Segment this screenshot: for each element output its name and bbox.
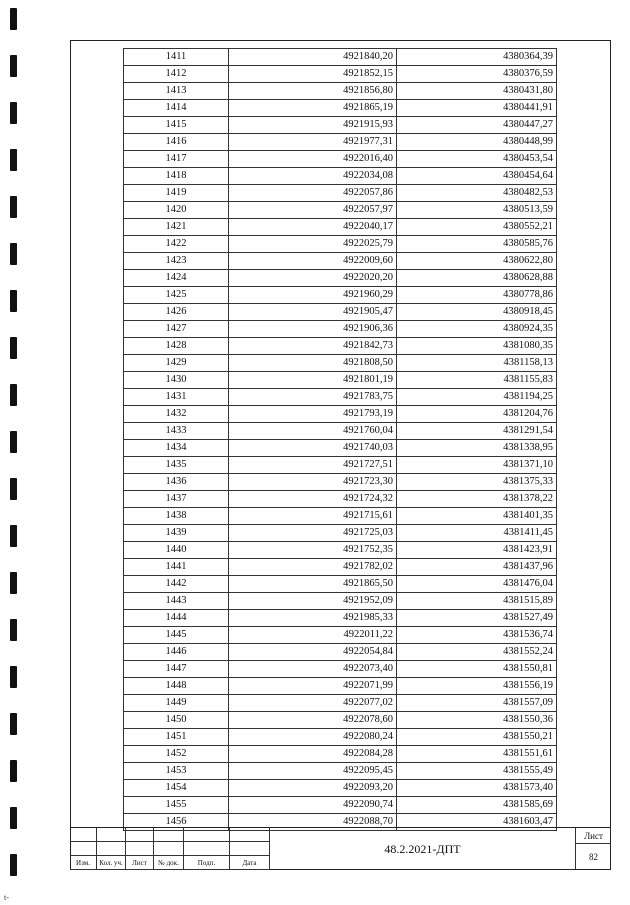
title-block-cell (70, 842, 97, 856)
coord-x: 4922057,86 (229, 185, 397, 202)
table-row (124, 610, 557, 627)
table-row (124, 593, 557, 610)
coord-x: 4922084,28 (229, 746, 397, 763)
coord-x: 4921783,75 (229, 389, 397, 406)
coord-y: 4381555,49 (397, 763, 557, 780)
coord-y: 4381527,49 (397, 610, 557, 627)
coord-y: 4381603,47 (397, 814, 557, 831)
title-block (70, 827, 611, 870)
coord-y: 4381204,76 (397, 406, 557, 423)
coord-y: 4381378,22 (397, 491, 557, 508)
coord-x: 4921715,61 (229, 508, 397, 525)
coord-x: 4922090,74 (229, 797, 397, 814)
coord-x: 4921852,15 (229, 66, 397, 83)
coord-x: 4921856,80 (229, 83, 397, 100)
coord-x: 4922080,24 (229, 729, 397, 746)
coord-y: 4381550,81 (397, 661, 557, 678)
coord-x: 4922057,97 (229, 202, 397, 219)
coord-y: 4381375,33 (397, 474, 557, 491)
point-number: 1454 (124, 780, 229, 797)
point-number: 1418 (124, 168, 229, 185)
table-row (124, 474, 557, 491)
title-block-cell (184, 828, 230, 842)
coord-y: 4380924,35 (397, 321, 557, 338)
coord-y: 4381437,96 (397, 559, 557, 576)
table-row (124, 406, 557, 423)
title-block-label: Подп. (184, 856, 230, 870)
coord-x: 4921905,47 (229, 304, 397, 321)
coord-x: 4922040,17 (229, 219, 397, 236)
point-number: 1432 (124, 406, 229, 423)
table-row (124, 338, 557, 355)
table-row (124, 134, 557, 151)
table-row (124, 66, 557, 83)
binding-mark (10, 478, 17, 500)
coord-y: 4381476,04 (397, 576, 557, 593)
coord-x: 4921793,19 (229, 406, 397, 423)
coord-y: 4380778,86 (397, 287, 557, 304)
point-number: 1436 (124, 474, 229, 491)
coord-y: 4380454,64 (397, 168, 557, 185)
coord-y: 4381194,25 (397, 389, 557, 406)
point-number: 1411 (124, 49, 229, 66)
point-number: 1450 (124, 712, 229, 729)
table-row (124, 168, 557, 185)
point-number: 1416 (124, 134, 229, 151)
coord-y: 4381557,09 (397, 695, 557, 712)
title-block-cell (126, 842, 154, 856)
table-row (124, 627, 557, 644)
coord-x: 4921952,09 (229, 593, 397, 610)
coord-y: 4381371,10 (397, 457, 557, 474)
binding-mark (10, 149, 17, 171)
point-number: 1442 (124, 576, 229, 593)
table-row (124, 559, 557, 576)
binding-mark (10, 525, 17, 547)
point-number: 1423 (124, 253, 229, 270)
coord-y: 4380552,21 (397, 219, 557, 236)
coord-x: 4921985,33 (229, 610, 397, 627)
coord-y: 4380376,59 (397, 66, 557, 83)
table-row (124, 236, 557, 253)
binding-mark (10, 619, 17, 641)
table-row (124, 100, 557, 117)
point-number: 1438 (124, 508, 229, 525)
point-number: 1413 (124, 83, 229, 100)
coord-x: 4921906,36 (229, 321, 397, 338)
coord-x: 4921782,02 (229, 559, 397, 576)
table-row (124, 576, 557, 593)
sheet-number: 82 (589, 852, 598, 862)
coord-x: 4922077,02 (229, 695, 397, 712)
coord-y: 4381158,13 (397, 355, 557, 372)
coord-x: 4921727,51 (229, 457, 397, 474)
table-row (124, 49, 557, 66)
coord-x: 4921915,93 (229, 117, 397, 134)
coord-y: 4380918,45 (397, 304, 557, 321)
table-row (124, 491, 557, 508)
title-block-label: Дата (230, 856, 270, 870)
document-code: 48.2.2021-ДПТ (270, 828, 576, 870)
point-number: 1431 (124, 389, 229, 406)
binding-mark (10, 196, 17, 218)
binding-mark (10, 55, 17, 77)
coord-x: 4921865,50 (229, 576, 397, 593)
table-row (124, 678, 557, 695)
coord-x: 4922093,20 (229, 780, 397, 797)
table-row (124, 525, 557, 542)
point-number: 1444 (124, 610, 229, 627)
coord-y: 4380585,76 (397, 236, 557, 253)
point-number: 1428 (124, 338, 229, 355)
point-number: 1429 (124, 355, 229, 372)
table-row (124, 219, 557, 236)
table-row (124, 185, 557, 202)
coord-x: 4921725,03 (229, 525, 397, 542)
table-row (124, 457, 557, 474)
coord-x: 4921740,03 (229, 440, 397, 457)
table-row (124, 644, 557, 661)
binding-mark (10, 337, 17, 359)
point-number: 1433 (124, 423, 229, 440)
binding-mark (10, 384, 17, 406)
title-block-cell (97, 842, 126, 856)
point-number: 1430 (124, 372, 229, 389)
coord-y: 4381536,74 (397, 627, 557, 644)
point-number: 1434 (124, 440, 229, 457)
table-row (124, 712, 557, 729)
coord-y: 4381551,61 (397, 746, 557, 763)
point-number: 1449 (124, 695, 229, 712)
table-row (124, 389, 557, 406)
coord-y: 4381585,69 (397, 797, 557, 814)
title-block-label: Лист (126, 856, 154, 870)
title-block-cell (97, 828, 126, 842)
coord-y: 4381338,95 (397, 440, 557, 457)
coord-y: 4381573,40 (397, 780, 557, 797)
title-block-label: № док. (154, 856, 184, 870)
coord-x: 4922016,40 (229, 151, 397, 168)
coord-y: 4380513,59 (397, 202, 557, 219)
title-block-cell (154, 828, 184, 842)
coord-y: 4380453,54 (397, 151, 557, 168)
binding-mark (10, 431, 17, 453)
coord-x: 4922009,60 (229, 253, 397, 270)
title-block-cell (154, 842, 184, 856)
coord-x: 4922078,60 (229, 712, 397, 729)
coord-y: 4381291,54 (397, 423, 557, 440)
point-number: 1419 (124, 185, 229, 202)
point-number: 1451 (124, 729, 229, 746)
point-number: 1443 (124, 593, 229, 610)
point-number: 1422 (124, 236, 229, 253)
point-number: 1427 (124, 321, 229, 338)
coord-y: 4381411,45 (397, 525, 557, 542)
table-row (124, 797, 557, 814)
table-row (124, 440, 557, 457)
table-row (124, 270, 557, 287)
point-number: 1448 (124, 678, 229, 695)
binding-mark (10, 807, 17, 829)
coord-y: 4380447,27 (397, 117, 557, 134)
coord-x: 4921977,31 (229, 134, 397, 151)
coord-y: 4381556,19 (397, 678, 557, 695)
point-number: 1452 (124, 746, 229, 763)
table-row (124, 729, 557, 746)
coord-x: 4922011,22 (229, 627, 397, 644)
point-number: 1447 (124, 661, 229, 678)
title-block-cell (126, 828, 154, 842)
coord-x: 4921752,35 (229, 542, 397, 559)
title-block-cell (230, 828, 270, 842)
coord-x: 4922073,40 (229, 661, 397, 678)
title-block-label: Изм. (70, 856, 97, 870)
point-number: 1453 (124, 763, 229, 780)
point-number: 1455 (124, 797, 229, 814)
coord-y: 4380364,39 (397, 49, 557, 66)
table-row (124, 304, 557, 321)
table-row (124, 746, 557, 763)
coord-x: 4921801,19 (229, 372, 397, 389)
coord-y: 4381550,21 (397, 729, 557, 746)
table-row (124, 202, 557, 219)
table-row (124, 372, 557, 389)
point-number: 1446 (124, 644, 229, 661)
table-row (124, 423, 557, 440)
coord-y: 4381552,24 (397, 644, 557, 661)
binding-mark (10, 572, 17, 594)
point-number: 1414 (124, 100, 229, 117)
coord-x: 4921865,19 (229, 100, 397, 117)
table-row (124, 780, 557, 797)
coord-y: 4380431,80 (397, 83, 557, 100)
coord-x: 4922020,20 (229, 270, 397, 287)
title-block-cell (230, 842, 270, 856)
coord-y: 4381155,83 (397, 372, 557, 389)
point-number: 1437 (124, 491, 229, 508)
sheet-label: Лист (576, 828, 611, 844)
binding-mark (10, 854, 17, 876)
table-row (124, 321, 557, 338)
coord-x: 4922095,45 (229, 763, 397, 780)
table-row (124, 542, 557, 559)
binding-mark (10, 290, 17, 312)
table-row (124, 763, 557, 780)
table-row (124, 661, 557, 678)
binding-marks (10, 0, 18, 905)
point-number: 1417 (124, 151, 229, 168)
coord-x: 4922054,84 (229, 644, 397, 661)
table-row (124, 253, 557, 270)
title-block-cell (184, 842, 230, 856)
point-number: 1426 (124, 304, 229, 321)
coord-y: 4380482,53 (397, 185, 557, 202)
binding-mark (10, 713, 17, 735)
coord-y: 4380622,80 (397, 253, 557, 270)
title-block-label: Кол. уч. (97, 856, 126, 870)
coord-x: 4922088,70 (229, 814, 397, 831)
point-number: 1439 (124, 525, 229, 542)
coord-y: 4381401,35 (397, 508, 557, 525)
coord-x: 4921840,20 (229, 49, 397, 66)
table-row (124, 695, 557, 712)
binding-mark (10, 760, 17, 782)
coord-y: 4380448,99 (397, 134, 557, 151)
coord-y: 4381080,35 (397, 338, 557, 355)
binding-mark (10, 666, 17, 688)
table-row (124, 355, 557, 372)
point-number: 1424 (124, 270, 229, 287)
binding-mark (10, 102, 17, 124)
coord-x: 4921842,73 (229, 338, 397, 355)
coord-y: 4380441,91 (397, 100, 557, 117)
table-row (124, 117, 557, 134)
coord-x: 4921960,29 (229, 287, 397, 304)
point-number: 1420 (124, 202, 229, 219)
corner-mark: t- (4, 893, 9, 902)
table-row (124, 287, 557, 304)
table-row (124, 508, 557, 525)
coordinates-table (123, 48, 557, 831)
coord-y: 4381550,36 (397, 712, 557, 729)
point-number: 1435 (124, 457, 229, 474)
point-number: 1421 (124, 219, 229, 236)
point-number: 1441 (124, 559, 229, 576)
point-number: 1440 (124, 542, 229, 559)
coord-x: 4921760,04 (229, 423, 397, 440)
title-block-cell (70, 828, 97, 842)
point-number: 1412 (124, 66, 229, 83)
coord-x: 4921723,30 (229, 474, 397, 491)
coord-x: 4922025,79 (229, 236, 397, 253)
coord-y: 4381423,91 (397, 542, 557, 559)
coord-x: 4922034,08 (229, 168, 397, 185)
point-number: 1445 (124, 627, 229, 644)
coord-y: 4380628,88 (397, 270, 557, 287)
binding-mark (10, 8, 17, 30)
coord-x: 4921808,50 (229, 355, 397, 372)
point-number: 1456 (124, 814, 229, 831)
point-number: 1415 (124, 117, 229, 134)
table-row (124, 151, 557, 168)
binding-mark (10, 243, 17, 265)
coord-x: 4922071,99 (229, 678, 397, 695)
table-row (124, 83, 557, 100)
coord-x: 4921724,32 (229, 491, 397, 508)
point-number: 1425 (124, 287, 229, 304)
coord-y: 4381515,89 (397, 593, 557, 610)
